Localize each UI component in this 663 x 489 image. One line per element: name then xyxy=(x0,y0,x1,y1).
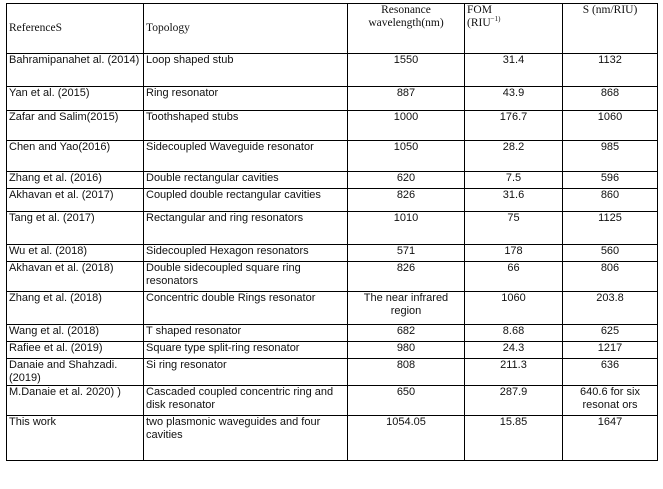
reference-cell: Chen and Yao(2016) xyxy=(7,141,144,172)
wavelength-cell: 980 xyxy=(348,342,465,359)
header-topology: Topology xyxy=(144,4,348,54)
table-row xyxy=(7,189,658,212)
reference-cell: Zafar and Salim(2015) xyxy=(7,111,144,141)
table-row xyxy=(7,359,658,386)
sensitivity-cell: 625 xyxy=(563,325,658,342)
table-row xyxy=(7,212,658,245)
table-row xyxy=(7,416,658,461)
topology-cell: Toothshaped stubs xyxy=(144,111,348,141)
reference-cell: Bahramipanahet al. (2014) xyxy=(7,54,144,87)
header-resonance-line2: wavelength(nm) xyxy=(368,17,444,29)
header-resonance xyxy=(348,4,465,54)
header-resonance-line1: Resonance xyxy=(381,4,431,16)
wavelength-cell: The near infrared region xyxy=(348,292,465,325)
fom-cell: 31.4 xyxy=(465,54,563,87)
comparison-table xyxy=(6,3,658,461)
wavelength-cell: 1550 xyxy=(348,54,465,87)
topology-cell: Double sidecoupled square ring resonators xyxy=(144,262,348,292)
topology-cell: Square type split-ring resonator xyxy=(144,342,348,359)
reference-cell: Akhavan et al. (2018) xyxy=(7,262,144,292)
sensitivity-cell: 1647 xyxy=(563,416,658,461)
sensitivity-cell: 860 xyxy=(563,189,658,212)
reference-cell: Zhang et al. (2018) xyxy=(7,292,144,325)
wavelength-cell: 620 xyxy=(348,172,465,189)
reference-cell: Zhang et al. (2016) xyxy=(7,172,144,189)
sensitivity-cell: 203.8 xyxy=(563,292,658,325)
fom-cell: 178 xyxy=(465,245,563,262)
topology-cell: two plasmonic waveguides and four cavities xyxy=(144,416,348,461)
header-fom-line2 xyxy=(467,17,560,30)
topology-cell: Si ring resonator xyxy=(144,359,348,386)
sensitivity-cell: 596 xyxy=(563,172,658,189)
sensitivity-cell: 1132 xyxy=(563,54,658,87)
wavelength-cell: 1010 xyxy=(348,212,465,245)
wavelength-cell: 808 xyxy=(348,359,465,386)
fom-cell: 66 xyxy=(465,262,563,292)
header-sensitivity: S (nm/RIU) xyxy=(563,4,658,54)
table-row xyxy=(7,141,658,172)
table-row xyxy=(7,245,658,262)
header-fom xyxy=(465,4,563,54)
fom-cell: 211.3 xyxy=(465,359,563,386)
fom-cell: 24.3 xyxy=(465,342,563,359)
fom-cell: 8.68 xyxy=(465,325,563,342)
table-row xyxy=(7,54,658,87)
sensitivity-cell: 868 xyxy=(563,87,658,111)
header-reference: ReferenceS xyxy=(7,4,144,54)
reference-cell: This work xyxy=(7,416,144,461)
wavelength-cell: 682 xyxy=(348,325,465,342)
fom-cell: 287.9 xyxy=(465,386,563,416)
fom-cell: 1060 xyxy=(465,292,563,325)
topology-cell: Sidecoupled Waveguide resonator xyxy=(144,141,348,172)
wavelength-cell: 826 xyxy=(348,189,465,212)
table-row xyxy=(7,111,658,141)
table-row xyxy=(7,172,658,189)
wavelength-cell: 1054.05 xyxy=(348,416,465,461)
reference-cell: Tang et al. (2017) xyxy=(7,212,144,245)
wavelength-cell: 887 xyxy=(348,87,465,111)
header-row xyxy=(7,4,658,54)
sensitivity-cell: 640.6 for six resonat ors xyxy=(563,386,658,416)
topology-cell: Double rectangular cavities xyxy=(144,172,348,189)
sensitivity-cell: 985 xyxy=(563,141,658,172)
table-row xyxy=(7,262,658,292)
wavelength-cell: 1000 xyxy=(348,111,465,141)
reference-cell: Rafiee et al. (2019) xyxy=(7,342,144,359)
fom-cell: 75 xyxy=(465,212,563,245)
fom-cell: 43.9 xyxy=(465,87,563,111)
reference-cell: Wu et al. (2018) xyxy=(7,245,144,262)
topology-cell: Coupled double rectangular cavities xyxy=(144,189,348,212)
topology-cell: T shaped resonator xyxy=(144,325,348,342)
header-fom-line1: FOM xyxy=(467,4,492,16)
fom-cell: 28.2 xyxy=(465,141,563,172)
sensitivity-cell: 1125 xyxy=(563,212,658,245)
table-row xyxy=(7,87,658,111)
sensitivity-cell: 636 xyxy=(563,359,658,386)
reference-cell: Danaie and Shahzadi. (2019) xyxy=(7,359,144,386)
wavelength-cell: 1050 xyxy=(348,141,465,172)
topology-cell: Loop shaped stub xyxy=(144,54,348,87)
sensitivity-cell: 806 xyxy=(563,262,658,292)
table-row xyxy=(7,292,658,325)
sensitivity-cell: 1060 xyxy=(563,111,658,141)
table-row xyxy=(7,342,658,359)
table-row xyxy=(7,325,658,342)
fom-cell: 176.7 xyxy=(465,111,563,141)
topology-cell: Sidecoupled Hexagon resonators xyxy=(144,245,348,262)
header-fom-unit: (RIU xyxy=(467,17,491,29)
wavelength-cell: 650 xyxy=(348,386,465,416)
fom-cell: 31.6 xyxy=(465,189,563,212)
reference-cell: Yan et al. (2015) xyxy=(7,87,144,111)
header-fom-sup: −1) xyxy=(490,15,501,24)
fom-cell: 15.85 xyxy=(465,416,563,461)
fom-cell: 7.5 xyxy=(465,172,563,189)
wavelength-cell: 571 xyxy=(348,245,465,262)
topology-cell: Rectangular and ring resonators xyxy=(144,212,348,245)
topology-cell: Concentric double Rings resonator xyxy=(144,292,348,325)
sensitivity-cell: 1217 xyxy=(563,342,658,359)
topology-cell: Cascaded coupled concentric ring and disk resonator xyxy=(144,386,348,416)
table-row xyxy=(7,386,658,416)
sensitivity-cell: 560 xyxy=(563,245,658,262)
topology-cell: Ring resonator xyxy=(144,87,348,111)
reference-cell: Wang et al. (2018) xyxy=(7,325,144,342)
reference-cell: M.Danaie et al. 2020) ) xyxy=(7,386,144,416)
reference-cell: Akhavan et al. (2017) xyxy=(7,189,144,212)
wavelength-cell: 826 xyxy=(348,262,465,292)
